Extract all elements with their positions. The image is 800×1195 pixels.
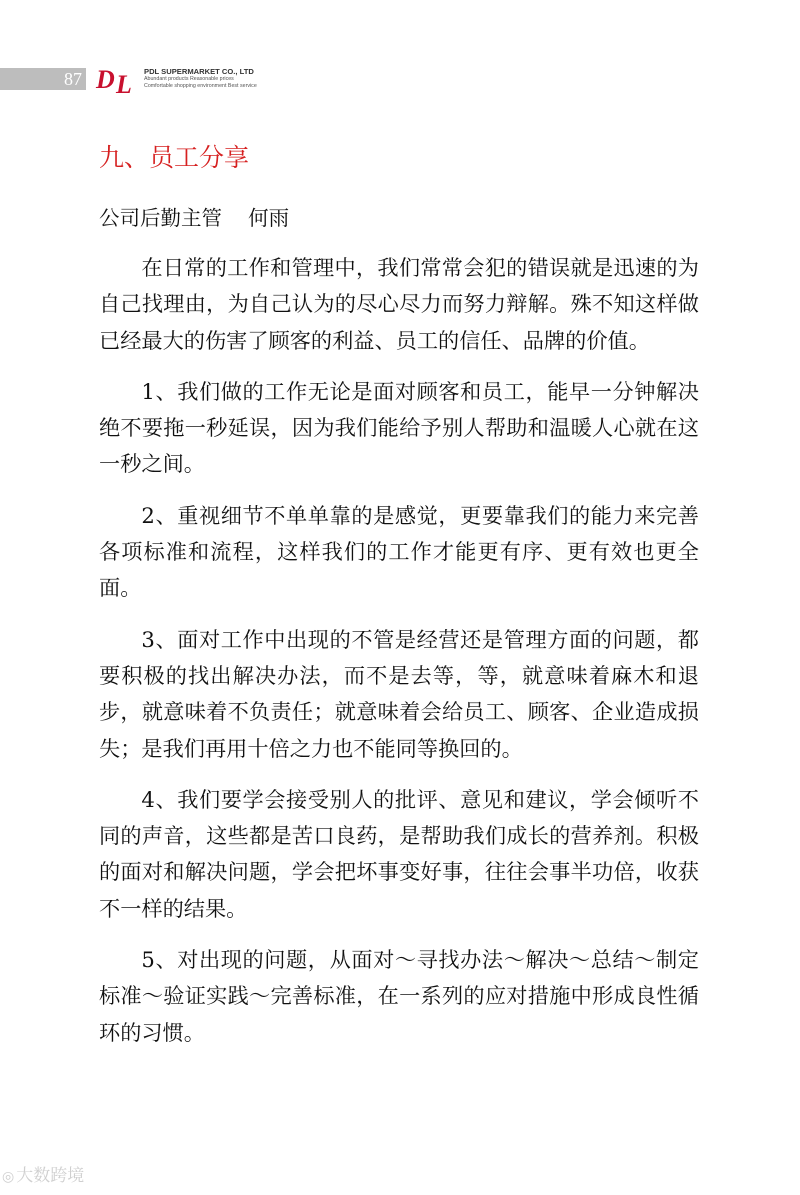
svg-text:L: L	[116, 70, 132, 94]
paragraph-point-2: 2、重视细节不单单靠的是感觉，更要靠我们的能力来完善各项标准和流程，这样我们的工作才能更有序、更有效也更全面。	[99, 502, 699, 601]
paragraph-point-1: 1、我们做的工作无论是面对顾客和员工，能早一分钟解决绝不要拖一秒延误，因为我们能给予别人帮助和温暖人心就在这一秒之间。	[99, 378, 699, 477]
logo-icon	[95, 64, 139, 94]
camera-icon: ◎	[2, 1169, 15, 1185]
paragraph-point-4: 4、我们要学会接受别人的批评、意见和建议，学会倾听不同的声音，这些都是苦口良药，是帮助我们成长的营养剂。积极的面对和解决问题，学会把坏事变好事，往往会事半功倍，收获不一样的结果。	[99, 786, 699, 921]
article-body	[99, 250, 699, 1066]
svg-text:D: D	[96, 65, 115, 94]
company-tagline-2: Comfortable shopping environment Best service	[144, 82, 257, 89]
section-title: 九、员工分享	[99, 143, 250, 172]
watermark-text: 大数跨境	[16, 1166, 85, 1186]
paragraph-intro: 在日常的工作和管理中，我们常常会犯的错误就是迅速的为自己找理由，为自己认为的尽心尽力而努力辩解。殊不知这样做已经最大的伤害了顾客的利益、员工的信任、品牌的价值。	[99, 255, 699, 353]
company-name: PDL SUPERMARKET CO., LTD	[144, 67, 254, 76]
author-line	[99, 200, 289, 236]
author-name: 何雨	[248, 206, 290, 230]
brand-block	[144, 67, 264, 89]
watermark	[2, 1162, 84, 1191]
paragraph-point-5: 5、对出现的问题，从面对～寻找办法～解决～总结～制定标准～验证实践～完善标准，在一系列的应对措施中形成良性循环的习惯。	[99, 947, 699, 1045]
author-position: 公司后勤主管	[99, 206, 222, 230]
page-number: 87	[64, 69, 82, 89]
paragraph-point-3: 3、面对工作中出现的不管是经营还是管理方面的问题，都要积极的找出解决办法，而不是去等，等，就意味着麻木和退步，就意味着不负责任；就意味着会给员工、顾客、企业造成损失；是我们再用十倍之力也不能同等换回的。	[99, 626, 699, 761]
company-tagline-1: Abundant products Reasonable prices	[144, 76, 234, 82]
